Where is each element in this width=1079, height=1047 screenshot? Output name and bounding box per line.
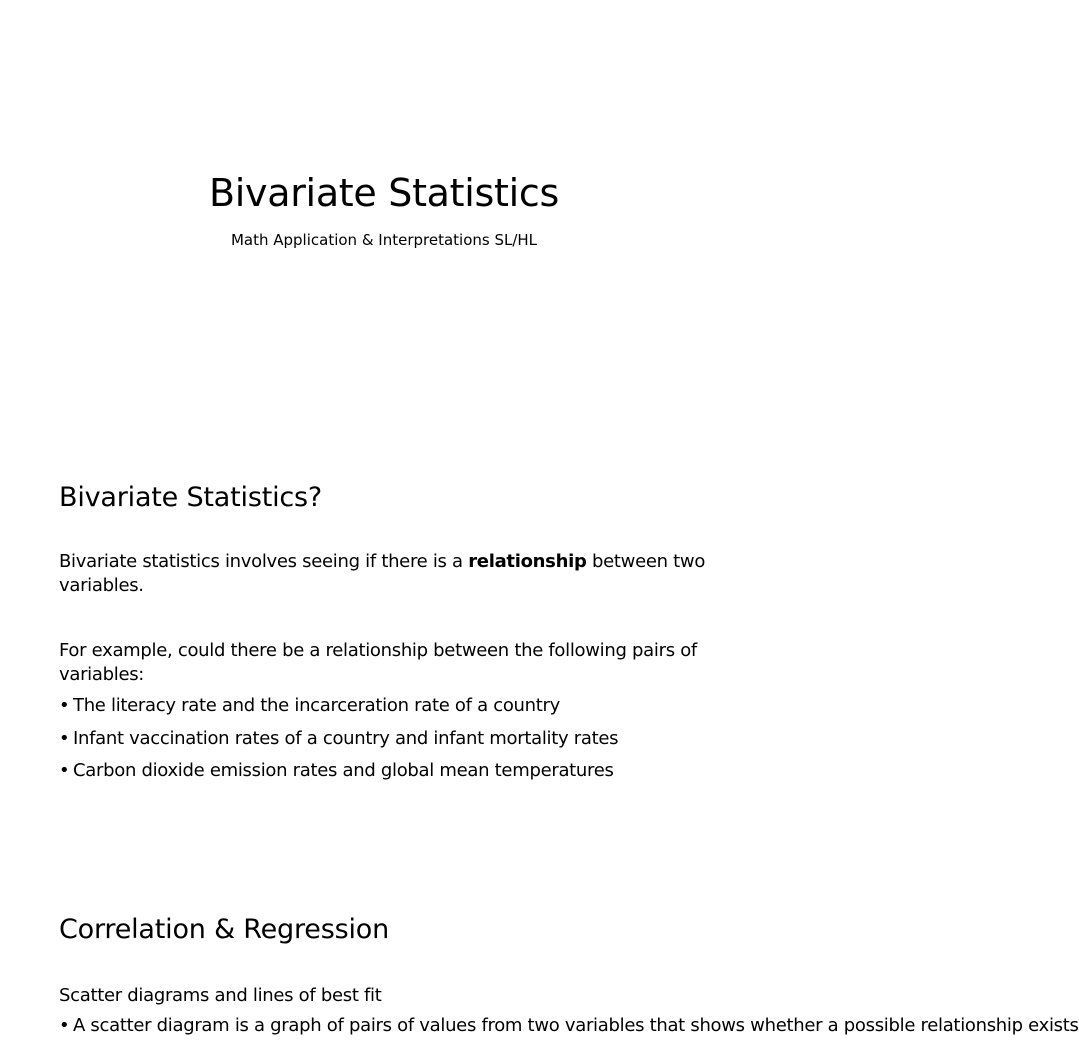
bivariate-statistics-slide <box>0 432 768 864</box>
list-item-text: Infant vaccination rates of a country and infant mortality rates <box>73 727 619 749</box>
scatter-list <box>59 1014 1079 1047</box>
intro-text-bold: relationship <box>468 551 587 572</box>
intro-text-end: between two variables. <box>59 551 706 596</box>
slide-heading: Bivariate Statistics? <box>59 482 323 513</box>
title-slide <box>0 0 768 432</box>
list-item-text: A scatter diagram is a graph of pairs of values from two variables that shows whether a possible relationship exists <box>73 1015 1079 1036</box>
list-item-text: The literacy rate and the incarceration rate of a country <box>73 695 560 716</box>
bullet-icon: • <box>59 727 70 749</box>
list-item <box>59 759 618 792</box>
list-item-text: Carbon dioxide emission rates and global mean temperatures <box>73 760 614 781</box>
slide-subtitle: Math Application & Interpretations SL/HL <box>230 231 538 249</box>
intro-text-start: Bivariate statistics involves seeing if there is a <box>59 551 469 572</box>
slide-title: Bivariate Statistics <box>209 171 559 215</box>
bullet-icon: • <box>59 1015 70 1036</box>
bullet-icon: • <box>59 760 70 781</box>
list-item <box>59 727 618 760</box>
list-item <box>59 1014 1079 1047</box>
slide-heading: Correlation & Regression <box>59 914 389 945</box>
scatter-paragraph: Scatter diagrams and lines of best fit <box>59 985 382 1006</box>
intro-paragraph <box>59 550 709 598</box>
variable-pairs-list <box>59 694 618 792</box>
bullet-icon: • <box>59 695 70 716</box>
list-item <box>59 694 618 727</box>
correlation-regression-slide <box>0 864 1079 1036</box>
example-paragraph: For example, could there be a relationship between the following pairs of variables: <box>59 640 697 685</box>
